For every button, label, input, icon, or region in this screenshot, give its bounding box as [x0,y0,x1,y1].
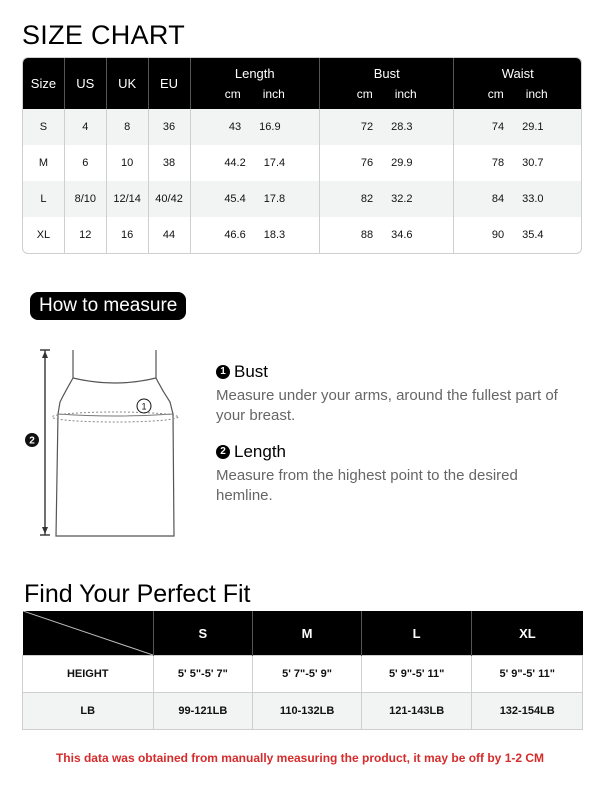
measurement-disclaimer: This data was obtained from manually measuring the product, it may be off by 1-2 CM [55,751,545,765]
length-marker-number: 2 [29,435,35,447]
size-chart-table [22,57,582,254]
cell-waist [454,109,581,145]
cell-eu: 36 [149,109,191,145]
cell-bust-inch: 29.9 [391,157,413,169]
cell-size: L [23,181,65,217]
cell-eu: 44 [149,217,191,253]
fit-row-label: LB [23,693,154,730]
header-bust-cm: cm [356,87,373,101]
fit-cell: 5' 9"-5' 11" [472,656,583,693]
cell-waist-inch: 30.7 [522,157,544,169]
fit-table [22,611,583,730]
table-row [23,109,581,145]
cell-waist-inch: 33.0 [522,193,544,205]
cell-us: 6 [65,145,107,181]
cell-waist [454,217,581,253]
cell-uk: 12/14 [107,181,149,217]
cell-bust-cm: 82 [360,193,374,205]
instruction-bust-text: Measure under your arms, around the fullest part of your breast. [216,387,558,424]
cell-waist-cm: 78 [491,157,505,169]
fit-row-label: HEIGHT [23,656,154,693]
header-length-inch: inch [262,87,285,101]
cell-length-inch: 17.8 [263,193,286,205]
fit-cell: 132-154LB [472,693,583,730]
camisole-neckline [73,378,156,383]
cell-waist [454,145,581,181]
cell-us: 8/10 [65,181,107,217]
instruction-bust [216,362,566,426]
cell-uk: 16 [107,217,149,253]
cell-size: S [23,109,65,145]
fit-cell: 99-121LB [153,693,253,730]
header-waist-inch: inch [525,87,548,101]
fit-header-size: M [253,611,362,656]
table-row [23,181,581,217]
header-us: US [65,58,107,109]
instruction-bust-heading [216,362,566,382]
cell-bust-inch: 32.2 [391,193,413,205]
fit-header-size: XL [472,611,583,656]
camisole-empire-seam [58,414,173,416]
cell-length-cm: 46.6 [224,229,246,241]
header-bust-inch: inch [394,87,417,101]
header-waist-cm: cm [487,87,504,101]
cell-bust [320,109,454,145]
header-bust-label: Bust [373,66,400,81]
table-row [23,217,581,253]
cell-uk: 10 [107,145,149,181]
cell-length [191,217,320,253]
cell-eu: 38 [149,145,191,181]
header-waist [454,58,581,109]
fit-cell: 5' 5"-5' 7" [153,656,253,693]
fit-header-row [23,611,583,656]
cell-waist-inch: 29.1 [522,121,544,133]
cell-us: 4 [65,109,107,145]
header-length [191,58,320,109]
cell-length-inch: 16.9 [259,121,281,133]
cell-bust-cm: 88 [360,229,374,241]
cell-length [191,145,320,181]
cell-waist [454,181,581,217]
cell-bust-inch: 28.3 [391,121,413,133]
fit-cell: 5' 9"-5' 11" [361,656,472,693]
cell-bust [320,217,454,253]
header-eu: EU [149,58,191,109]
table-row [23,145,581,181]
bust-marker-number: 1 [141,401,147,412]
cell-size: XL [23,217,65,253]
size-chart-header-row [23,58,581,109]
cell-bust-inch: 34.6 [391,229,413,241]
length-arrow-bottom-head [42,527,48,534]
cell-waist-inch: 35.4 [522,229,544,241]
cell-length [191,109,320,145]
table-row [23,656,583,693]
cell-length-cm: 43 [228,121,242,133]
cell-waist-cm: 84 [491,193,505,205]
size-chart-title: SIZE CHART [22,20,186,50]
number-one-icon: 1 [216,365,230,379]
cell-size: M [23,145,65,181]
cell-waist-cm: 90 [491,229,505,241]
header-length-label: Length [234,66,275,81]
camisole-measure-diagram [20,340,200,545]
cell-eu: 40/42 [149,181,191,217]
fit-header-size: L [361,611,472,656]
table-row [23,693,583,730]
cell-length-inch: 18.3 [263,229,286,241]
fit-title: Find Your Perfect Fit [24,580,251,608]
cell-bust-cm: 76 [360,157,374,169]
header-uk: UK [107,58,149,109]
cell-uk: 8 [107,109,149,145]
header-size: Size [23,58,65,109]
cell-length-cm: 45.4 [224,193,246,205]
fit-cell: 121-143LB [361,693,472,730]
cell-bust [320,181,454,217]
cell-length-inch: 17.4 [263,157,286,169]
fit-header-size: S [153,611,253,656]
how-to-measure-heading: How to measure [30,292,186,320]
diagonal-divider [23,611,153,655]
header-bust [320,58,454,109]
number-two-icon: 2 [216,445,230,459]
instruction-bust-label: Bust [234,362,269,381]
fit-header-corner [23,611,154,656]
length-arrow-top-head [42,351,48,358]
bust-measure-line [52,412,178,422]
header-waist-label: Waist [501,66,534,81]
fit-cell: 5' 7"-5' 9" [253,656,362,693]
header-length-cm: cm [224,87,241,101]
instruction-length-text: Measure from the highest point to the desired hemline. [216,467,518,504]
cell-length [191,181,320,217]
instruction-length [216,442,566,506]
cell-length-cm: 44.2 [224,157,246,169]
fit-cell: 110-132LB [253,693,362,730]
instruction-length-heading [216,442,566,462]
cell-bust-cm: 72 [360,121,374,133]
cell-waist-cm: 74 [491,121,505,133]
cell-us: 12 [65,217,107,253]
instruction-length-label: Length [234,442,286,461]
cell-bust [320,145,454,181]
